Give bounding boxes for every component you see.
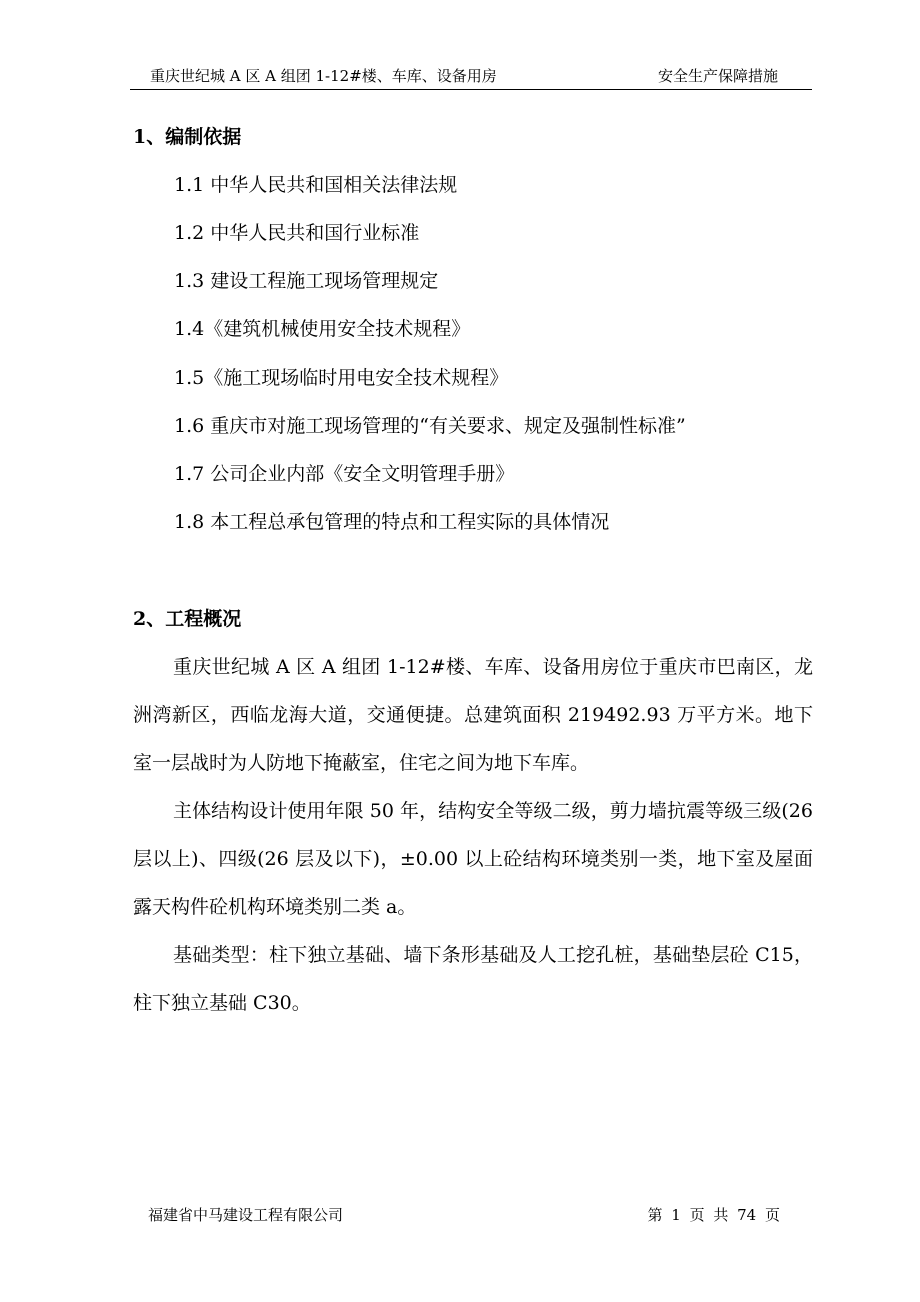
header-divider xyxy=(130,89,812,90)
basis-item-1-1: 1.1 中华人民共和国相关法律法规 xyxy=(174,174,458,196)
footer-company-name: 福建省中马建设工程有限公司 xyxy=(148,1206,344,1224)
basis-item-1-2: 1.2 中华人民共和国行业标准 xyxy=(174,222,420,244)
basis-item-1-6: 1.6 重庆市对施工现场管理的“有关要求、规定及强制性标准” xyxy=(174,415,686,437)
foundation-type-paragraph: 基础类型：柱下独立基础、墙下条形基础及人工挖孔桩，基础垫层砼 C15，柱下独立基础 C30。 xyxy=(133,944,813,1014)
page-footer xyxy=(130,1203,812,1227)
header-project-name: 重庆世纪城 A 区 A 组团 1-12#楼、车库、设备用房 xyxy=(150,67,497,85)
section-1-heading: 1、编制依据 xyxy=(133,126,242,148)
basis-item-1-5: 1.5《施工现场临时用电安全技术规程》 xyxy=(174,367,509,389)
basis-item-1-3: 1.3 建设工程施工现场管理规定 xyxy=(174,270,439,292)
footer-page-number: 第 1 页 共 74 页 xyxy=(647,1206,780,1224)
basis-item-1-4: 1.4《建筑机械使用安全技术规程》 xyxy=(174,318,471,340)
page-header xyxy=(130,64,812,90)
section-2-heading: 2、工程概况 xyxy=(133,608,242,630)
header-document-title: 安全生产保障措施 xyxy=(657,67,778,85)
basis-item-1-7: 1.7 公司企业内部《安全文明管理手册》 xyxy=(174,463,515,485)
project-location-paragraph: 重庆世纪城 A 区 A 组团 1-12#楼、车库、设备用房位于重庆市巴南区，龙洲湾新区，西临龙海大道，交通便捷。总建筑面积 219492.93 万平方米。地下室一层战时为人防地下掩蔽室，住宅之间为地下车库。 xyxy=(133,656,813,774)
basis-item-1-8: 1.8 本工程总承包管理的特点和工程实际的具体情况 xyxy=(174,511,610,533)
structure-design-paragraph: 主体结构设计使用年限 50 年，结构安全等级二级，剪力墙抗震等级三级(26 层以上)、四级(26 层及以下)，±0.00 以上砼结构环境类别一类，地下室及屋面露天构件砼机构环境类别二类 a。 xyxy=(133,800,813,918)
